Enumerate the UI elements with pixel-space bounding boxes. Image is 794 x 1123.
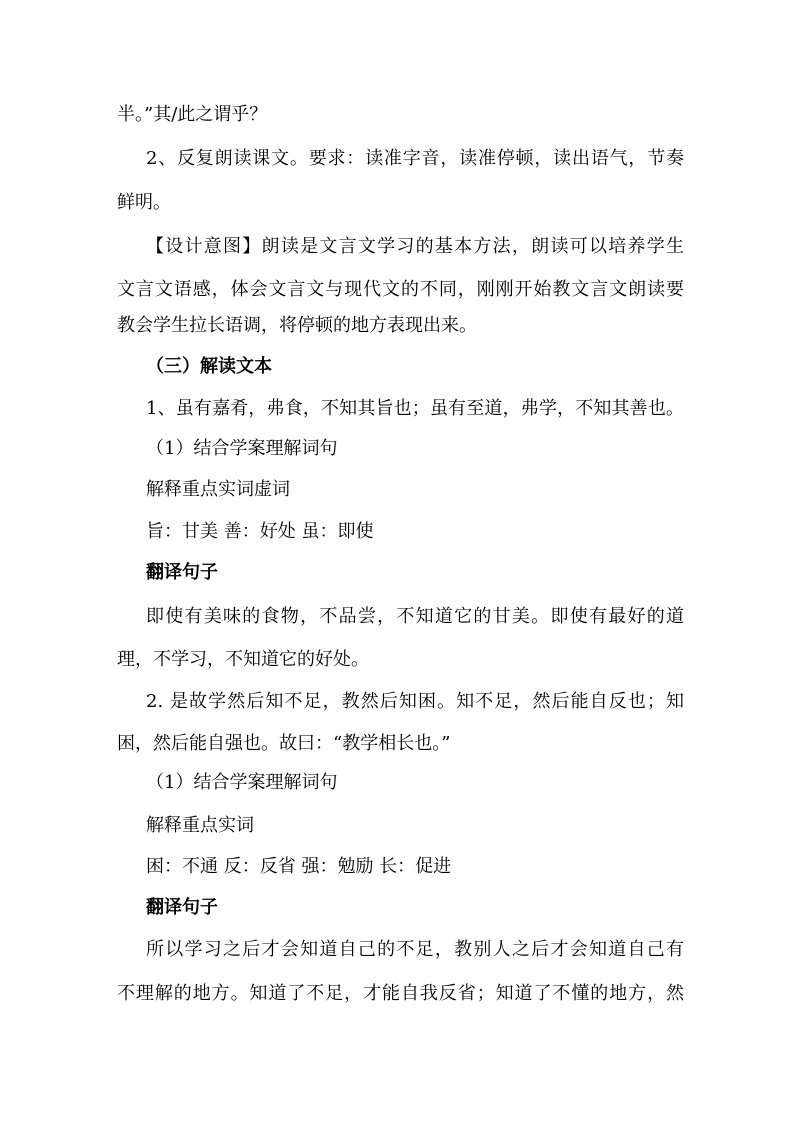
text-line-1: 半。”其/此之谓乎？ bbox=[117, 104, 268, 125]
text-line-3: 鲜明。 bbox=[117, 192, 171, 213]
text-line-10: 解释重点实词虚词 bbox=[146, 479, 290, 500]
text-line-11: 旨：甘美 善：好处 虽：即使 bbox=[146, 521, 374, 542]
text-line-18: 解释重点实词 bbox=[146, 815, 254, 836]
text-line-15: 2. 是故学然后知不足，教然后知困。知不足，然后能自反也；知 bbox=[146, 691, 684, 712]
text-line-12: 翻译句子 bbox=[146, 562, 218, 583]
text-line-16: 困，然后能自强也。故曰：“教学相长也。” bbox=[117, 733, 451, 754]
text-line-9: （1）结合学案理解词句 bbox=[146, 438, 338, 459]
text-line-14: 理，不学习，不知道它的好处。 bbox=[117, 649, 369, 670]
text-line-5: 文言文语感，体会文言文与现代文的不同，刚刚开始教文言文朗读要 bbox=[117, 279, 684, 300]
text-line-17: （1）结合学案理解词句 bbox=[146, 772, 338, 793]
text-line-13: 即使有美味的食物，不品尝，不知道它的甘美。即使有最好的道 bbox=[146, 606, 684, 627]
text-line-19: 困：不通 反：反省 强：勉励 长：促进 bbox=[146, 856, 452, 877]
text-line-22: 不理解的地方。知道了不足，才能自我反省；知道了不懂的地方，然 bbox=[117, 983, 684, 1004]
text-line-2: 2、反复朗读课文。要求：读准字音，读准停顿，读出语气，节奏 bbox=[146, 148, 684, 169]
text-line-4: 【设计意图】朗读是文言文学习的基本方法，朗读可以培养学生 bbox=[146, 236, 684, 257]
text-line-21: 所以学习之后才会知道自己的不足，教别人之后才会知道自己有 bbox=[146, 939, 684, 960]
text-line-8: 1、虽有嘉肴，弗食，不知其旨也；虽有至道，弗学，不知其善也。 bbox=[146, 398, 684, 419]
section-heading: （三）解读文本 bbox=[146, 356, 272, 377]
text-line-20: 翻译句子 bbox=[146, 897, 218, 918]
text-line-6: 教会学生拉长语调，将停顿的地方表现出来。 bbox=[117, 315, 477, 336]
